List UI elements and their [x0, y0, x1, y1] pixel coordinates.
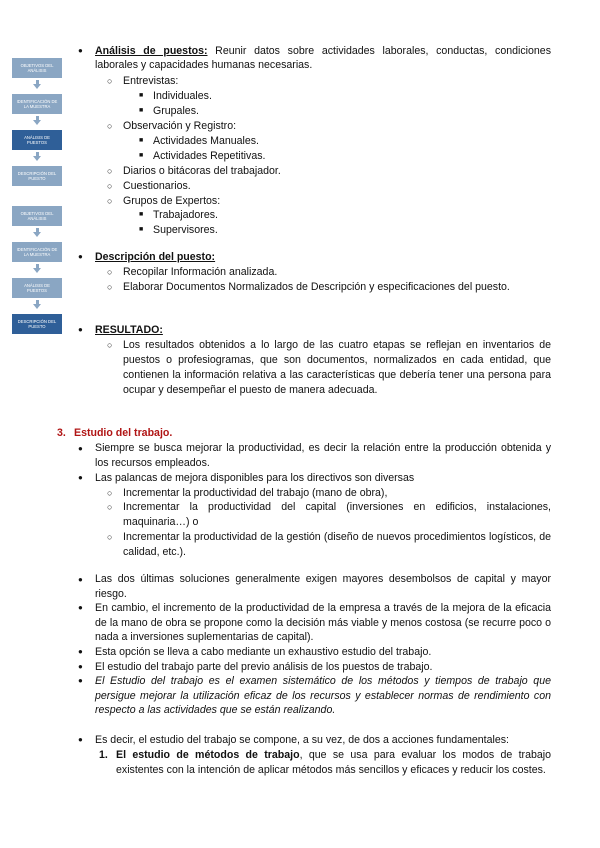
- estudio-sub-3: ○ Incrementar la productividad de la gestión (diseño de nuevos procedimientos logísticos, de calidad, etc.).: [123, 530, 551, 560]
- analisis-bullet: [95, 44, 551, 72]
- estudio-bullet-6: ● El estudio del trabajo parte del previo análisis de los puestos de trabajo.: [95, 660, 432, 674]
- flow-step-analisis: ANÁLISIS DE PUESTOS: [12, 130, 62, 150]
- flow-arrow-icon: [33, 232, 41, 237]
- flow-step-descripcion-2: DESCRIPCIÓN DEL PUESTO: [12, 314, 62, 334]
- flow-step-identificacion-2: IDENTIFICACIÓN DE LA MUESTRA: [12, 242, 62, 262]
- numbered-item-1-number: 1.: [99, 749, 108, 761]
- trabajadores-item: ■ Trabajadores.: [153, 208, 218, 222]
- section-title: Estudio del trabajo.: [74, 427, 173, 439]
- section-number: 3.: [57, 427, 66, 439]
- resultado-text: ○ Los resultados obtenidos a lo largo de las cuatro etapas se reflejan en inventarios de puestos o profesiogramas, que son documentos, normalizados en cada entidad, que contienen la información relativa a las características que debería tener una persona para ocupar y desempeñar el puesto de manera adecuada.: [123, 338, 551, 398]
- estudio-bullet-2: ● Las palancas de mejora disponibles para los directivos son diversas: [95, 471, 414, 485]
- manuales-item: ■ Actividades Manuales.: [153, 134, 259, 148]
- flow-arrow-icon: [33, 84, 41, 89]
- flow-step-identificacion: IDENTIFICACIÓN DE LA MUESTRA: [12, 94, 62, 114]
- analisis-text: Reunir datos sobre actividades laborales, conductas, condiciones laborales y capacidades humanas necesarias.: [95, 45, 551, 71]
- flow-arrow-icon: [33, 268, 41, 273]
- descripcion-title: ● Descripción del puesto:: [95, 250, 215, 264]
- estudio-bullet-5: ● Esta opción se lleva a cabo mediante un exhaustivo estudio del trabajo.: [95, 645, 431, 659]
- repetitivas-item: ■ Actividades Repetitivas.: [153, 149, 265, 163]
- resultado-title: ● RESULTADO:: [95, 323, 163, 337]
- grupos-item: ○ Grupos de Expertos:: [123, 194, 220, 208]
- supervisores-item: ■ Supervisores.: [153, 223, 218, 237]
- estudio-bullet-3: ● Las dos últimas soluciones generalmente exigen mayores desembolsos de capital y mayor riesgo.: [95, 572, 551, 602]
- flow-step-objetivos: OBJETIVOS DEL ANÁLISIS: [12, 58, 62, 78]
- estudio-sub-1: ○ Incrementar la productividad del trabajo (mano de obra),: [123, 486, 387, 500]
- entrevistas-item: ○ Entrevistas:: [123, 74, 178, 88]
- flow-step-analisis-2: ANÁLISIS DE PUESTOS: [12, 278, 62, 298]
- flow-arrow-icon: [33, 304, 41, 309]
- cuestionarios-item: ○ Cuestionarios.: [123, 179, 191, 193]
- estudio-bullet-7: ● El Estudio del trabajo es el examen sistemático de los métodos y tiempos de trabajo que persigue mejorar la utilización eficaz de los recursos y establecer normas de rendimiento con respecto a las actividades que se están realizando.: [95, 674, 551, 718]
- numbered-item-1: [116, 748, 551, 778]
- descripcion-item-1: ○ Recopilar Información analizada.: [123, 265, 277, 279]
- estudio-bullet-8: ● Es decir, el estudio del trabajo se compone, a su vez, de dos a acciones fundamentales:: [95, 733, 509, 747]
- estudio-sub-2: ○ Incrementar la productividad del capital (inversiones en edificios, instalaciones, maquinaria…) o: [123, 500, 551, 530]
- estudio-bullet-1: ● Siempre se busca mejorar la productividad, es decir la relación entre la producción obtenida y los recursos empleados.: [95, 441, 551, 471]
- flow-step-descripcion: DESCRIPCIÓN DEL PUESTO: [12, 166, 62, 186]
- estudio-bullet-4: ● En cambio, el incremento de la productividad de la empresa a través de la mejora de la eficacia de la mano de obra se propone como la decisión más viable y menos costosa (se recurre poco o nada a inversiones suplementarias de capital).: [95, 601, 551, 645]
- numbered-item-1-bold: El estudio de métodos de trabajo: [116, 749, 300, 761]
- diarios-item: ○ Diarios o bitácoras del trabajador.: [123, 164, 281, 178]
- numbered-item-1-rest: , que se usa para evaluar los modos de trabajo existentes con la intención de aplicar métodos más sencillos y eficaces y reducir los costes.: [116, 749, 551, 776]
- observacion-item: ○ Observación y Registro:: [123, 119, 236, 133]
- flow-step-objetivos-2: OBJETIVOS DEL ANÁLISIS: [12, 206, 62, 226]
- flow-arrow-icon: [33, 120, 41, 125]
- individuales-item: ■ Individuales.: [153, 89, 212, 103]
- analisis-title: Análisis de puestos:: [95, 45, 208, 57]
- flow-arrow-icon: [33, 156, 41, 161]
- grupales-item: ■ Grupales.: [153, 104, 199, 118]
- descripcion-item-2: ○ Elaborar Documentos Normalizados de Descripción y especificaciones del puesto.: [123, 280, 510, 294]
